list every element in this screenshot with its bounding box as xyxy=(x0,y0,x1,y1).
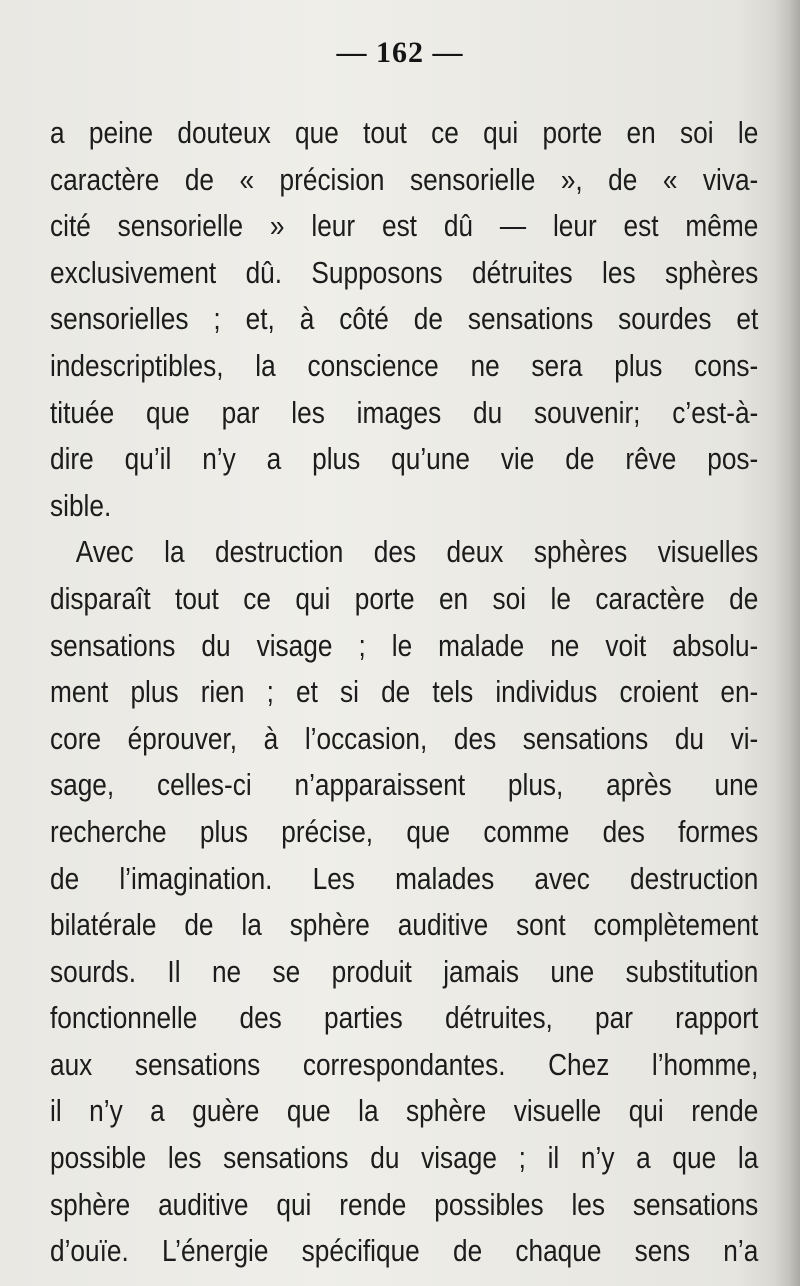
text-line: dire qu’il n’y a plus qu’une vie de rêve pos- xyxy=(50,442,759,477)
page-edge-shadow xyxy=(774,0,800,1286)
text-line: disparaît tout ce qui porte en soi le caractère de xyxy=(50,581,759,616)
text-line: sensations du visage ; le malade ne voit absolu- xyxy=(50,628,759,663)
text-line: exclusivement dû. Supposons détruites les sphères xyxy=(50,255,759,290)
text-line: sourds. Il ne se produit jamais une substitution xyxy=(50,954,759,989)
text-line: core éprouver, à l’occasion, des sensations du vi- xyxy=(50,721,759,756)
text-line: recherche plus précise, que comme des formes xyxy=(50,814,759,849)
text-line: fonctionnelle des parties détruites, par rapport xyxy=(50,1001,759,1036)
text-line: Avec la destruction des deux sphères visuelles xyxy=(75,535,759,570)
text-line: cité sensorielle » leur est dû — leur est même xyxy=(50,209,759,244)
text-line: caractère de « précision sensorielle », de « viva- xyxy=(50,162,759,197)
page-number: — 162 — xyxy=(336,36,464,69)
text-line: sensorielles ; et, à côté de sensations sourdes et xyxy=(50,302,759,337)
body-text xyxy=(50,110,760,1275)
text-line: d’ouïe. L’énergie spécifique de chaque sens n’a xyxy=(50,1234,759,1269)
text-line: bilatérale de la sphère auditive sont complètement xyxy=(50,908,759,943)
text-line: il n’y a guère que la sphère visuelle qui rende xyxy=(50,1094,759,1129)
paragraph xyxy=(50,529,760,1275)
text-line: sible. xyxy=(50,488,112,523)
text-line: a peine douteux que tout ce qui porte en soi le xyxy=(50,116,759,150)
text-line: indescriptibles, la conscience ne sera plus cons- xyxy=(50,348,759,383)
text-line: de l’imagination. Les malades avec destruction xyxy=(50,861,759,896)
text-line: sage, celles-ci n’apparaissent plus, après une xyxy=(50,768,759,803)
text-line: ment plus rien ; et si de tels individus croient en- xyxy=(50,675,759,710)
text-line: sphère auditive qui rende possibles les sensations xyxy=(50,1187,759,1222)
text-line: tituée que par les images du souvenir; c’est-à- xyxy=(50,395,759,430)
text-line: aux sensations correspondantes. Chez l’homme, xyxy=(50,1047,759,1082)
paragraph xyxy=(50,110,760,529)
text-line: possible les sensations du visage ; il n’y a que la xyxy=(50,1141,759,1176)
